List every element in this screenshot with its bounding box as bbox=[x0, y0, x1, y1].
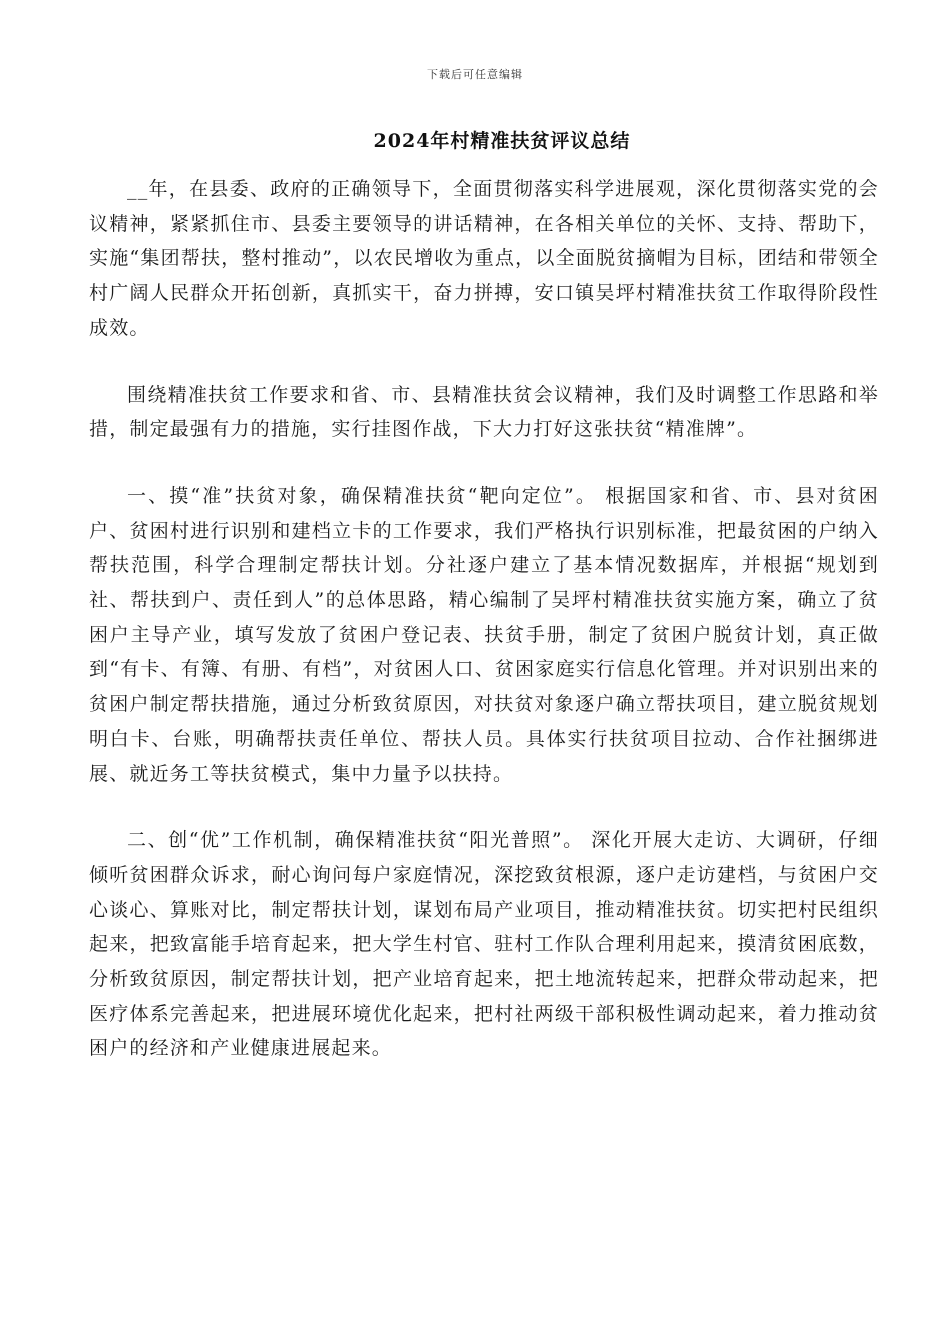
paragraph-section-one: 一、摸“准”扶贫对象，确保精准扶贫“靶向定位”。 根据国家和省、市、县对贫困户、贫困村进行识别和建档立卡的工作要求，我们严格执行识别标准，把最贫困的户纳入帮扶范围，科学合理制定帮扶计划。分社逐户建立了基本情况数据库，并根据“规划到社、帮扶到户、责任到人”的总体思路，精心编制了吴坪村精准扶贫实施方案，确立了贫困户主导产业，填写发放了贫困户登记表、扶贫手册，制定了贫困户脱贫计划，真正做到“有卡、有簿、有册、有档”，对贫困人口、贫困家庭实行信息化管理。并对识别出来的贫困户制定帮扶措施，通过分析致贫原因，对扶贫对象逐户确立帮扶项目，建立脱贫规划明白卡、台账，明确帮扶责任单位、帮扶人员。具体实行扶贫项目拉动、合作社捆绑进展、就近务工等扶贫模式，集中力量予以扶持。 bbox=[89, 484, 879, 785]
document-title: 2024年村精准扶贫评议总结 bbox=[373, 130, 631, 152]
document-body bbox=[89, 172, 879, 1098]
header-note: 下载后可任意编辑 bbox=[427, 68, 523, 81]
paragraph-intro: __年，在县委、政府的正确领导下，全面贯彻落实科学进展观，深化贯彻落实党的会议精神，紧紧抓住市、县委主要领导的讲话精神，在各相关单位的关怀、支持、帮助下，实施“集团帮扶，整村推动”，以农民增收为重点，以全面脱贫摘帽为目标，团结和带领全村广阔人民群众开拓创新，真抓实干，奋力拼搏，安口镇吴坪村精准扶贫工作取得阶段性成效。 bbox=[89, 178, 879, 339]
paragraph-overview: 围绕精准扶贫工作要求和省、市、县精准扶贫会议精神，我们及时调整工作思路和举措，制定最强有力的措施，实行挂图作战，下大力打好这张扶贫“精准牌”。 bbox=[89, 383, 879, 441]
paragraph-section-two: 二、创“优”工作机制，确保精准扶贫“阳光普照”。 深化开展大走访、大调研，仔细倾听贫困群众诉求，耐心询问每户家庭情况，深挖致贫根源，逐户走访建档，与贫困户交心谈心、算账对比，制定帮扶计划，谋划布局产业项目，推动精准扶贫。切实把村民组织起来，把致富能手培育起来，把大学生村官、驻村工作队合理利用起来，摸清贫困底数，分析致贫原因，制定帮扶计划，把产业培育起来，把土地流转起来，把群众带动起来，把医疗体系完善起来，把进展环境优化起来，把村社两级干部积极性调动起来，着力推动贫困户的经济和产业健康进展起来。 bbox=[89, 829, 879, 1060]
